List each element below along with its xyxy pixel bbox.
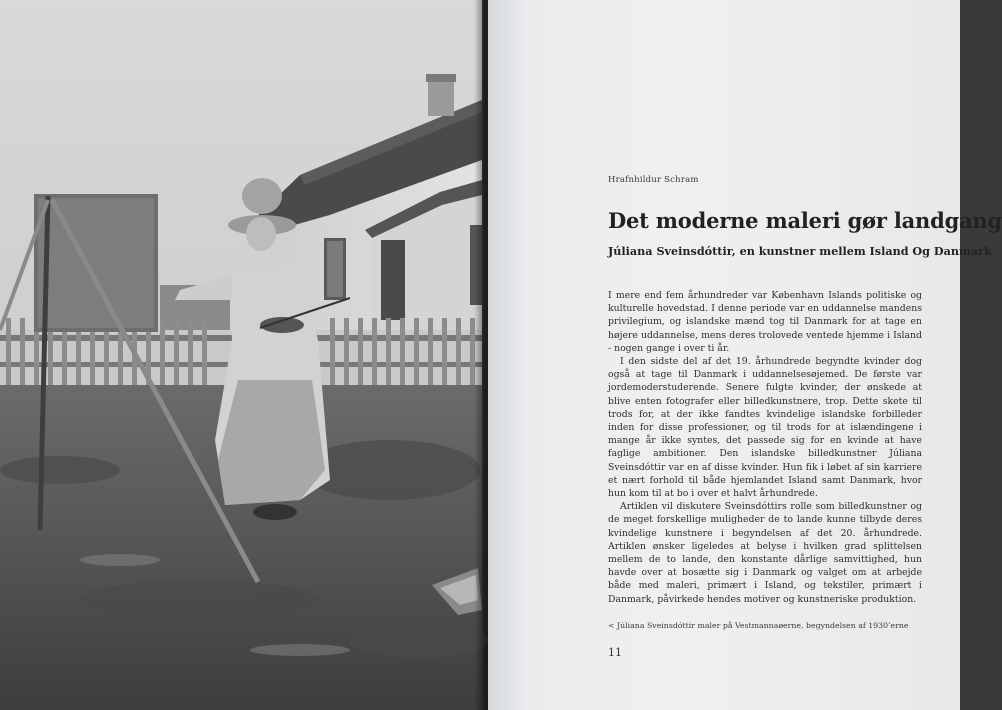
paragraph: I den sidste del af det 19. århundrede begyndte kvinder dog også at tage til Danmark i uddannelsesøjemed. De første var jordemoderstuderende. Senere fulgte kvinder, der ønskede at blive enten fotografer eller billedkunstnere, trop. Dette skete til trods for, at der ikke fandtes kvindelige islandske forbilleder inden for disse professioner, og til trods for at islændingene i mange år ikke syntes, det passede sig for en kvinde at have faglige ambitioner. Den islandske billedkunstner Júliana Sveinsdóttir var en af disse kvinder. Hun fik i løbet af sin karriere et nært forhold til både hjemlandet Island samt Danmark, hvor hun kom til at bo i over et halvt århundrede. xyxy=(608,356,922,500)
photo-caption: < Júliana Sveinsdóttir maler på Vestmannaøerne, begyndelsen af 1930’erne xyxy=(608,621,909,630)
text-page xyxy=(488,0,1002,710)
photograph-icon xyxy=(0,0,482,710)
article-title: Det moderne maleri gør landgang xyxy=(608,208,1002,233)
article-body xyxy=(608,289,922,606)
page-number: 11 xyxy=(608,646,622,659)
photograph xyxy=(0,0,482,710)
author-name: Hrafnhildur Schram xyxy=(608,175,699,185)
article-subtitle: Júliana Sveinsdóttir, en kunstner mellem Island Og Danmark xyxy=(608,244,992,258)
paragraph: I mere end fem århundreder var København Islands politiske og kulturelle hovedstad. I denne periode var en uddannelse mandens privilegium, og islandske mænd tog til Danmark for at tage en højere uddannelse, mens deres trolovede ventede hjemme i Island - nogen gange i over ti år. xyxy=(608,290,922,354)
paragraph: Artiklen vil diskutere Sveinsdóttirs rolle som billedkunstner og de meget forskellige muligheder de to lande kunne tilbyde deres kvindelige kunstnere i begyndelsen af det 20. århundrede. Artiklen ønsker ligeledes at belyse i hvilken grad splittelsen mellem de to lande, den konstante dårlige samvittighed, hun havde over at bosætte sig i Danmark og valget om at arbejde både med maleri, primært i Island, og tekstiler, primært i Danmark, påvirkede hendes motiver og kunstneriske produktion. xyxy=(608,501,922,605)
